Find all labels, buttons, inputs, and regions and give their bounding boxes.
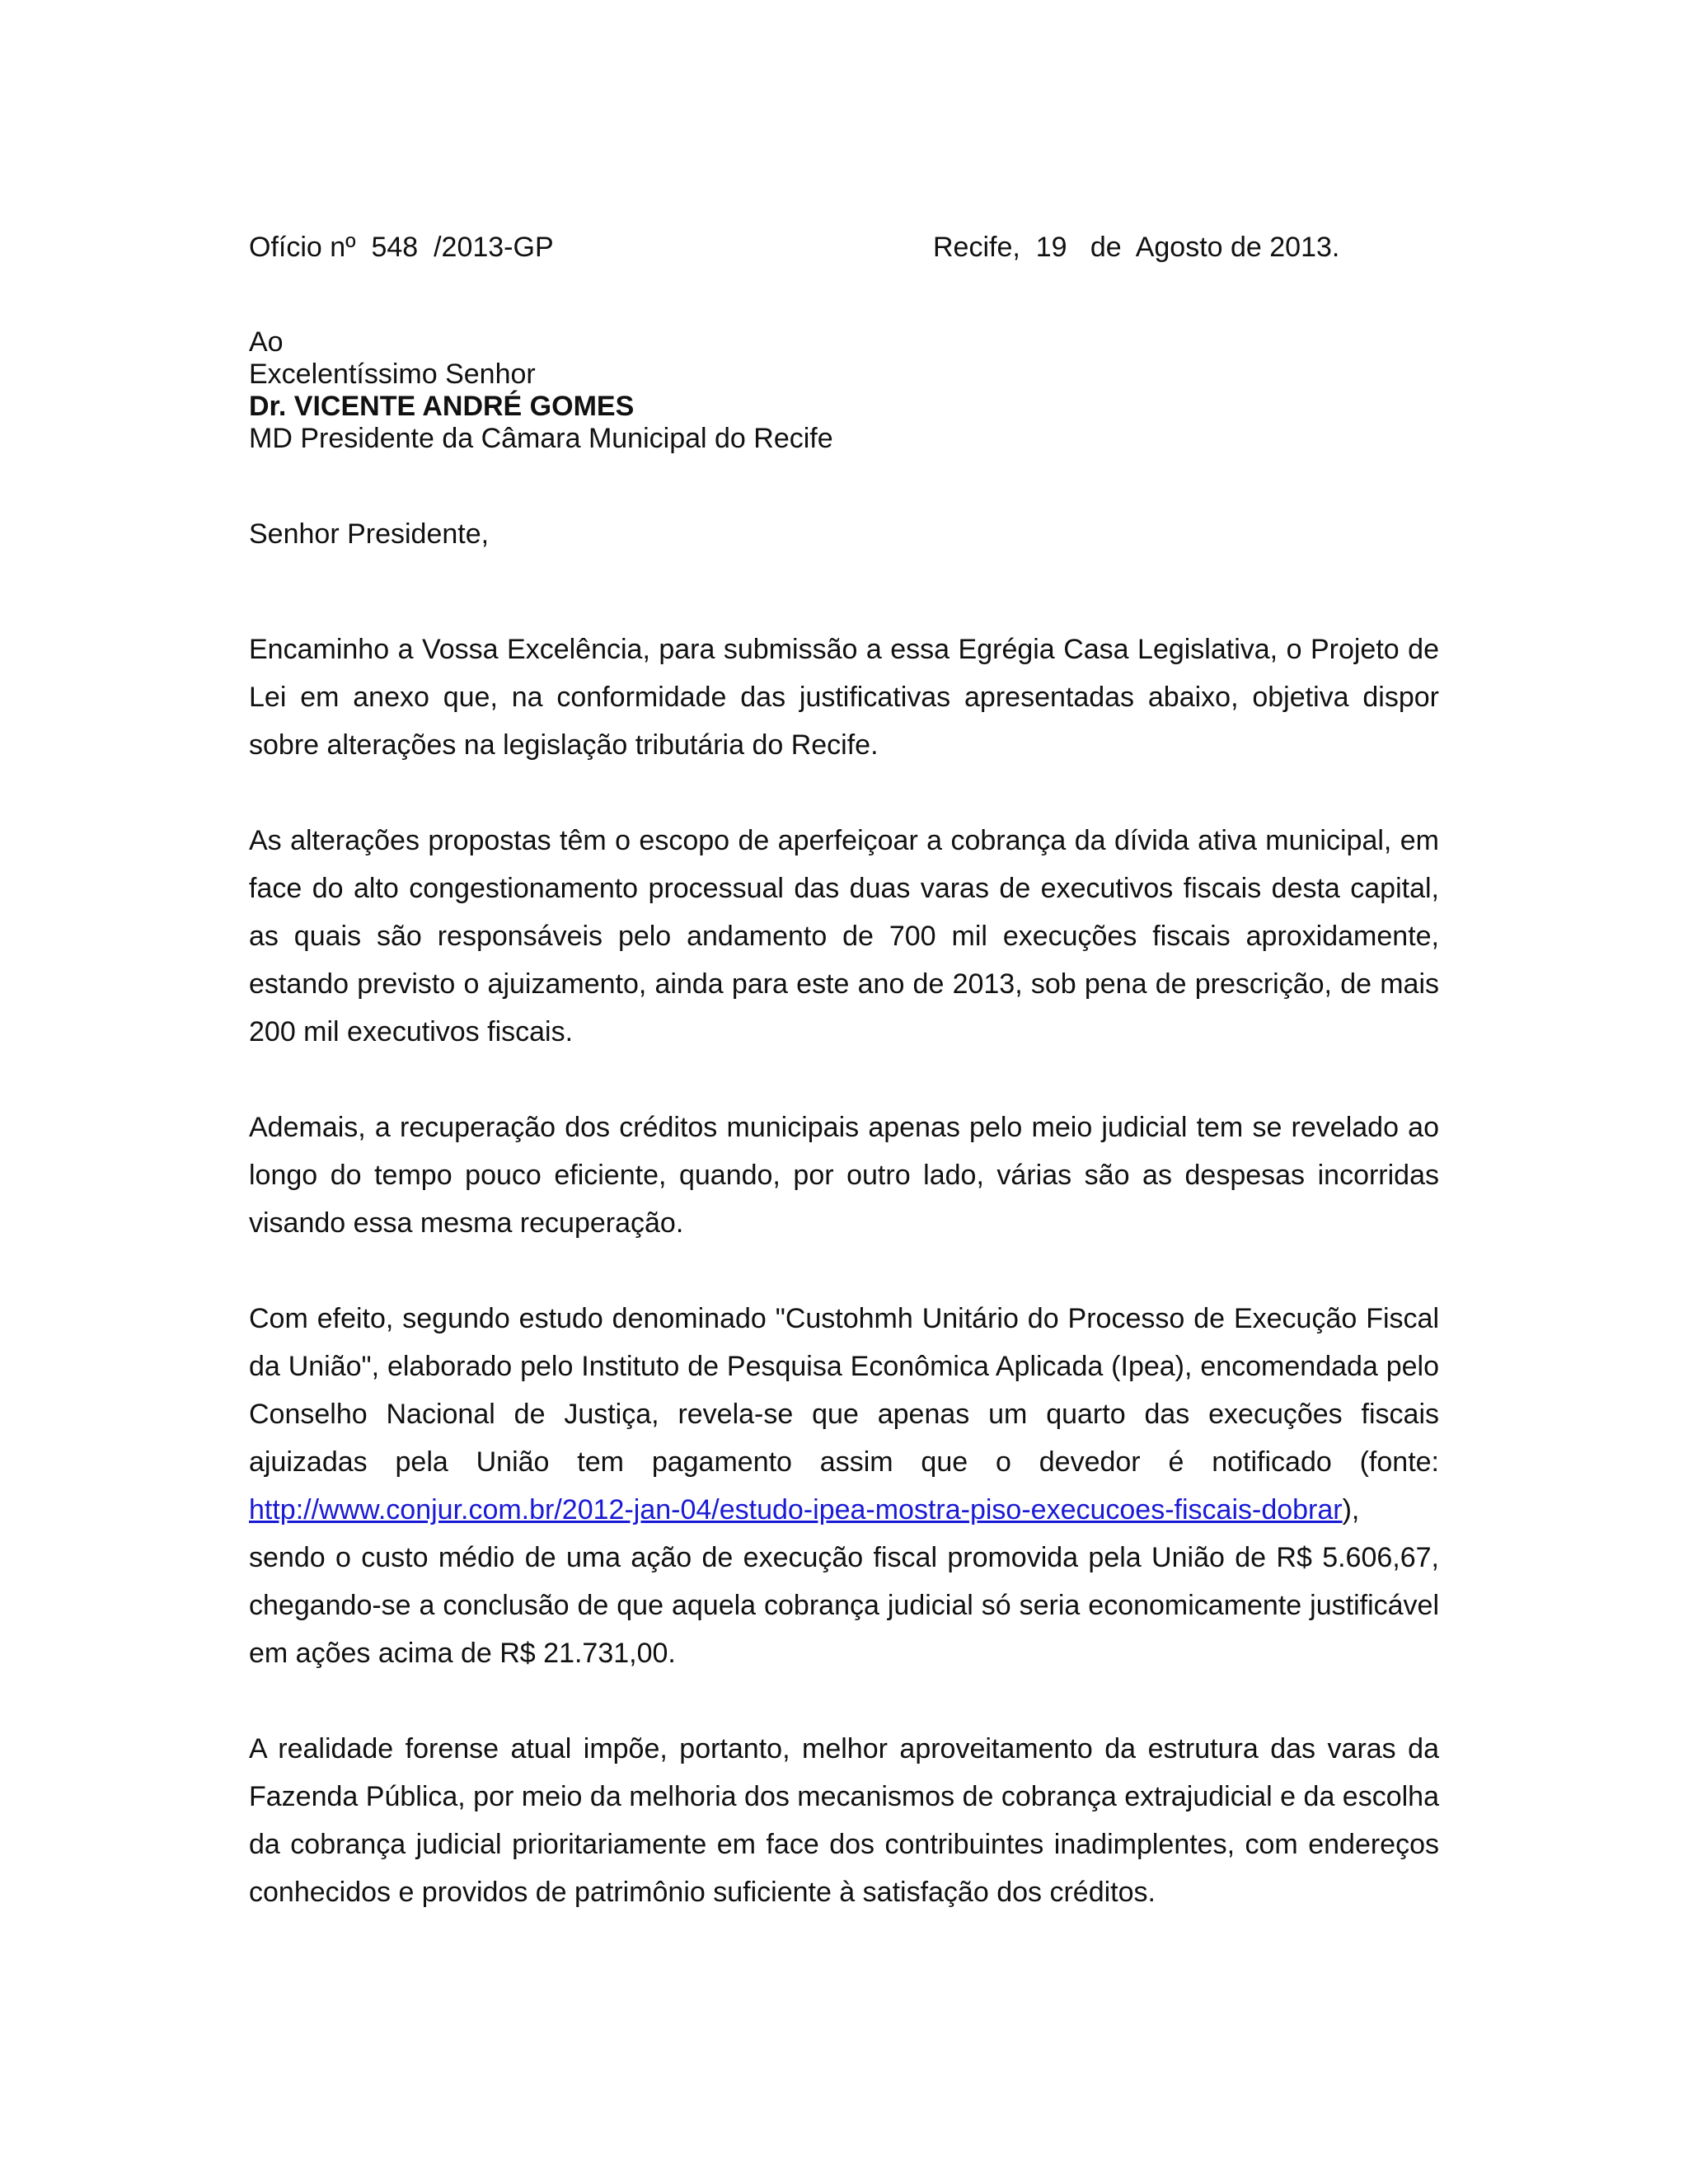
paragraph-4-text-after: ), sendo o custo médio de uma ação de execução fiscal promovida pela União de R$ 5.606,67, chegando-se a conclusão de que aquela cobrança judicial só seria economicamente justificável em ações acima de R$ 21.731,00. [249, 1494, 1439, 1669]
oficio-number: Ofício nº 548 /2013-GP [249, 232, 554, 263]
recipient-name: Dr. VICENTE ANDRÉ GOMES [249, 391, 635, 422]
paragraph-4 [249, 1295, 1439, 1677]
paragraph-1: Encaminho a Vossa Excelência, para submissão a essa Egrégia Casa Legislativa, o Projeto de Lei em anexo que, na conformidade das justificativas apresentadas abaixo, objetiva dispor sobre alterações na legislação tributária do Recife. [249, 634, 1439, 761]
address-line-ao: Ao [249, 326, 284, 358]
letter-body [249, 626, 1439, 1964]
letter-header [249, 227, 1439, 267]
address-line-title: Excelentíssimo Senhor [249, 359, 536, 390]
source-link[interactable]: http://www.conjur.com.br/2012-jan-04/estudo-ipea-mostra-piso-execucoes-fiscais-dobrar [249, 1494, 1343, 1526]
paragraph-4-text-before: Com efeito, segundo estudo denominado "Custohmh Unitário do Processo de Execução Fiscal da União", elaborado pelo Instituto de Pesquisa Econômica Aplicada (Ipea), encomendada pelo Conselho Nacional de Justiça, revela-se que apenas um quarto das execuções fiscais ajuizadas pela União tem pagamento assim que o devedor é notificado (fonte: [249, 1303, 1439, 1478]
paragraph-5: A realidade forense atual impõe, portanto, melhor aproveitamento da estrutura das varas da Fazenda Pública, por meio da melhoria dos mecanismos de cobrança extrajudicial e da escolha da cobrança judicial prioritariamente em face dos contribuintes inadimplentes, com endereços conhecidos e providos de patrimônio suficiente à satisfação dos créditos. [249, 1733, 1439, 1908]
letter-date: Recife, 19 de Agosto de 2013. [933, 232, 1340, 263]
recipient-role: MD Presidente da Câmara Municipal do Recife [249, 423, 833, 454]
recipient-address [249, 326, 833, 455]
paragraph-2: As alterações propostas têm o escopo de aperfeiçoar a cobrança da dívida ativa municipal, em face do alto congestionamento processual das duas varas de executivos fiscais desta capital, as quais são responsáveis pelo andamento de 700 mil execuções fiscais aproxidamente, estando previsto o ajuizamento, ainda para este ano de 2013, sob pena de prescrição, de mais 200 mil executivos fiscais. [249, 825, 1439, 1047]
salutation: Senhor Presidente, [249, 518, 490, 550]
paragraph-3: Ademais, a recuperação dos créditos municipais apenas pelo meio judicial tem se revelado ao longo do tempo pouco eficiente, quando, por outro lado, várias são as despesas incorridas visando essa mesma recuperação. [249, 1112, 1439, 1239]
